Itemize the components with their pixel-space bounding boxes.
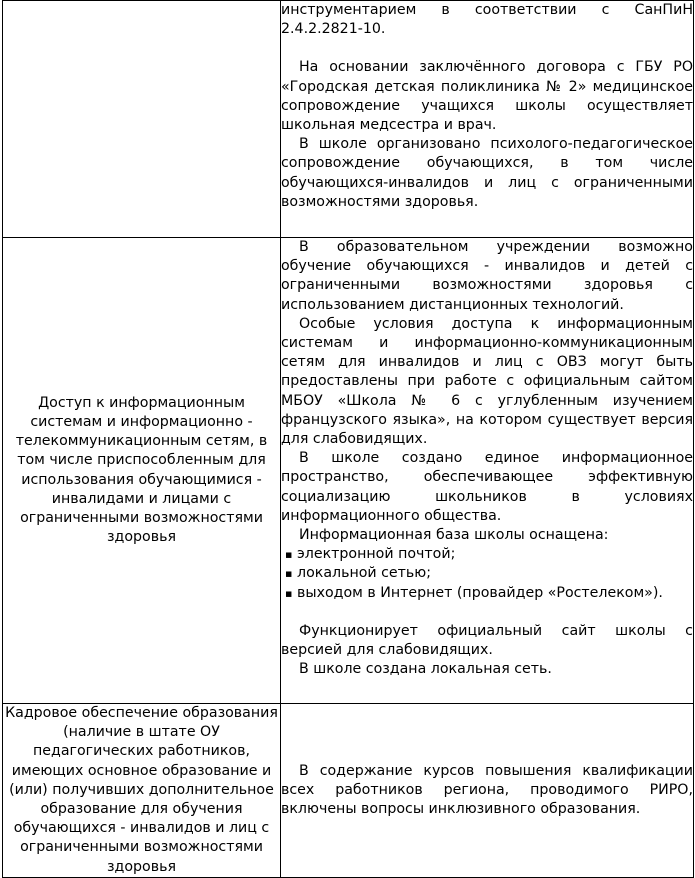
row2-para-5: Функционирует официальный сайт школы с версией для слабовидящих. (281, 622, 693, 659)
row2-content-cell (281, 238, 694, 704)
row3-para-1: В содержание курсов повышения квалификации всех работников региона, проводимого РИРО, включены вопросы инклюзивного образования. (281, 762, 693, 818)
row1-label-cell (3, 1, 281, 238)
row1-para-2: На основании заключённого договора с ГБУ РО «Городская детская поликлиника № 2» медицинское сопровождение учащихся школы осуществляет школьная медсестра и врач. (281, 59, 693, 134)
table-row (3, 1, 694, 238)
table-row (3, 238, 694, 704)
row1-content-cell (281, 1, 694, 238)
row2-para-4: Информационная база школы оснащена: (299, 527, 609, 544)
equipment-list (281, 545, 693, 603)
row1-para-3: В школе организовано психолого-педагогическое сопровождение обучающихся, в том числе обучающихся-инвалидов и лиц с ограниченными возможностями здоровья. (281, 136, 693, 210)
list-item: ▪ электронной почтой; (297, 545, 693, 564)
row1-para-1: инструментарием в соответствии с СанПиН 2.4.2.2821-10. (281, 2, 693, 38)
row3-content-cell (281, 704, 694, 878)
row2-para-2: Особые условия доступа к информационным системам и информационно-коммуникационным сетям для инвалидов и лиц с ОВЗ могут быть предоставлены при работе с официальным сайтом МБОУ «Школа № 6 с углубленным изучением французского языка», на котором существует версия для слабовидящих. (281, 315, 693, 448)
bullet-icon: ▪ (285, 586, 293, 600)
row2-label: Доступ к информационным системам и информационно - телекоммуникационным сетям, в том числе приспособленным для использования обучающимися - инвалидами и лицами с ограниченными возможностями здоровья (15, 394, 268, 546)
bullet-icon: ▪ (285, 548, 293, 562)
row2-para-3: В школе создано единое информационное пространство, обеспечивающее эффективную социализацию школьников в условиях информационного общества. (281, 450, 693, 524)
list-item: ▪ локальной сетью; (297, 564, 693, 583)
row2-para-6: В школе создана локальная сеть. (299, 661, 552, 678)
row2-label-cell (3, 238, 281, 704)
row3-label-cell (3, 704, 281, 878)
row3-label: Кадровое обеспечение образования (наличие в штате ОУ педагогических работников, имеющих основное образование и (или) получивших дополнительное образование для обучения обучающихся - инвалидов и лиц с ограниченными возможностями здоровья (5, 705, 278, 875)
list-item: ▪ выходом в Интернет (провайдер «Ростелеком»). (297, 584, 693, 603)
row2-para-1: В образовательном учреждении возможно обучение обучающихся - инвалидов и детей с ограниченными возможностями здоровья с использованием дистанционных технологий. (281, 239, 693, 313)
table-row (3, 704, 694, 878)
accessibility-table (2, 0, 694, 878)
bullet-icon: ▪ (285, 567, 293, 581)
